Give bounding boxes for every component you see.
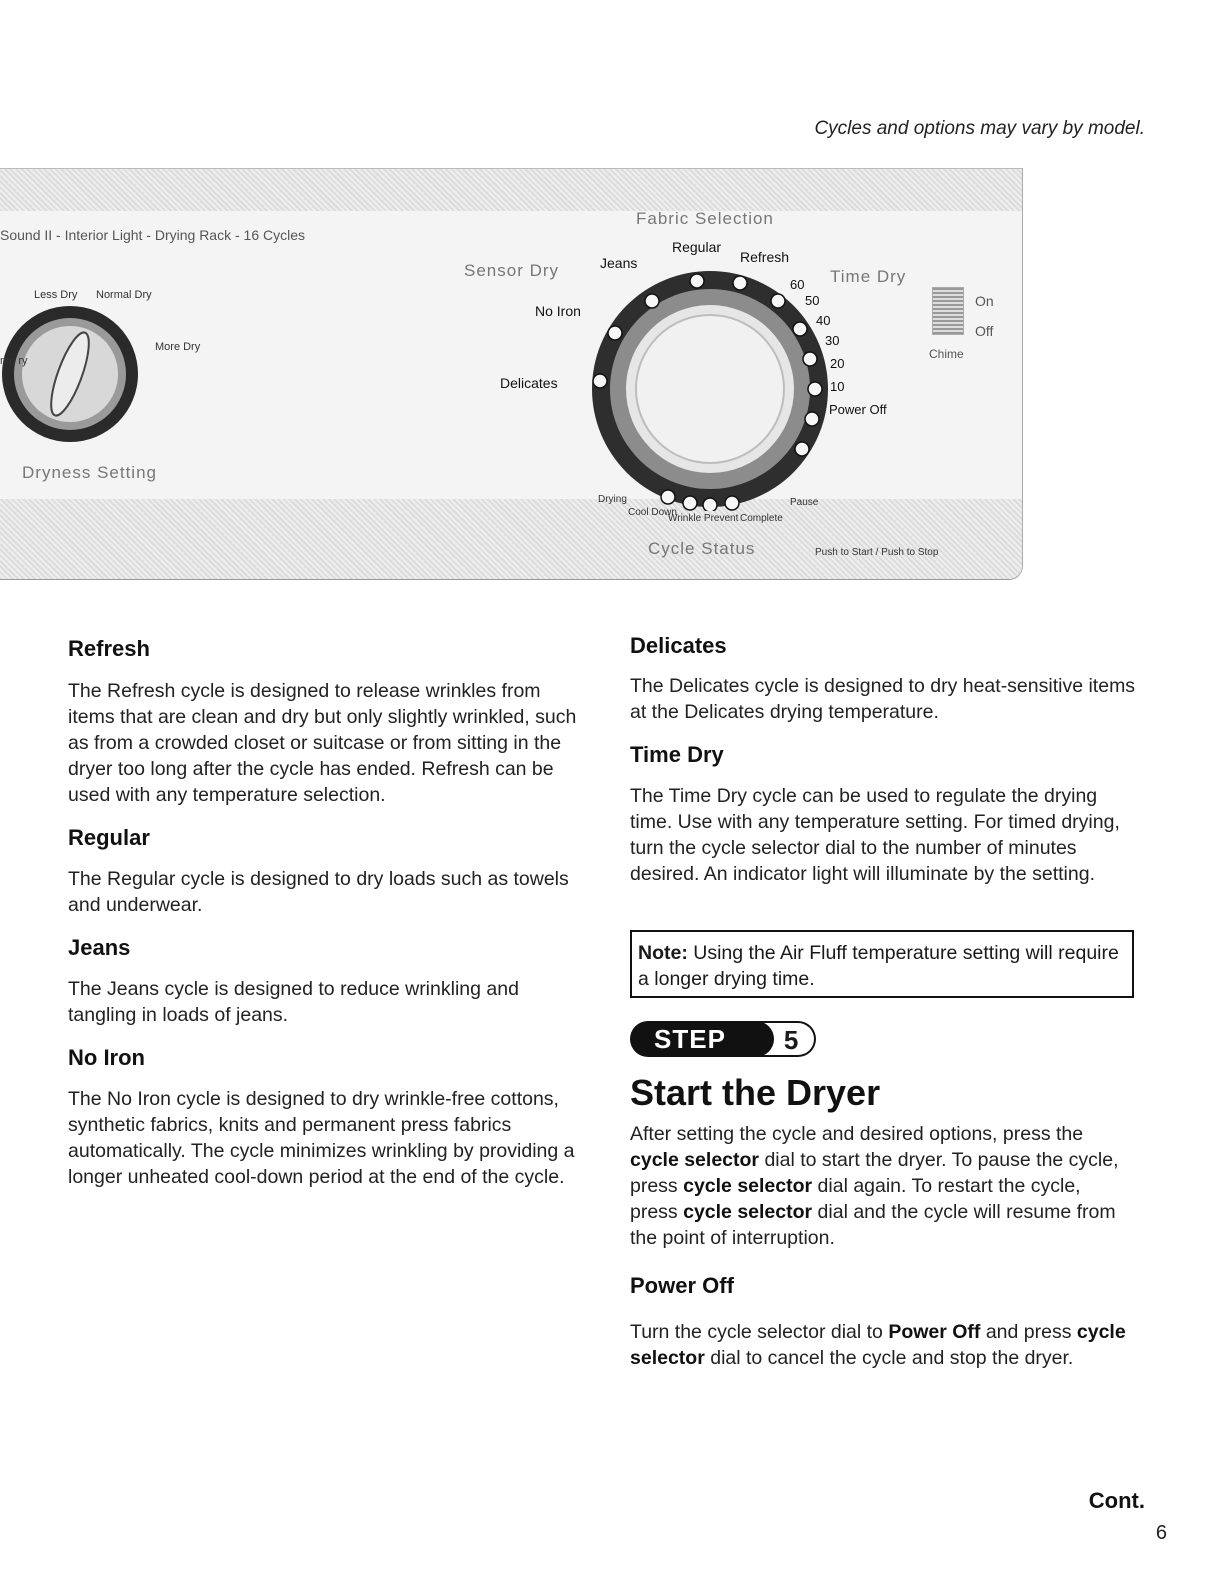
status-cool-down-label: Cool Down (628, 507, 677, 518)
sensor-dry-label: Sensor Dry (464, 261, 560, 280)
cycle-label-no-iron: No Iron (535, 303, 581, 319)
note-text: Using the Air Fluff temperature setting will require a longer drying time. (638, 942, 1119, 990)
less-dry-label: Less Dry (34, 289, 78, 301)
step-label: STEP (630, 1021, 760, 1057)
chime-on-label: On (975, 293, 994, 309)
heading-time-dry: Time Dry (630, 742, 724, 767)
heading-regular: Regular (68, 825, 150, 850)
panel-top-band (0, 169, 1022, 211)
heading-start-the-dryer: Start the Dryer (630, 1072, 881, 1113)
time-dry-text: The Time Dry cycle can be used to regulate the drying time. Use with any temperature setting. For timed drying, turn the cycle selector dial to the number of minutes desired. An indicator light will illuminate by the setting. (630, 785, 1120, 885)
normal-dry-label: Normal Dry (96, 289, 152, 301)
time-20-label: 20 (830, 356, 845, 371)
panel-features-label: Sound II - Interior Light - Drying Rack - 16 Cycles (0, 227, 306, 243)
time-10-label: 10 (830, 379, 845, 394)
note-box (630, 930, 1134, 998)
step-number: 5 (760, 1021, 816, 1057)
step-badge (630, 1021, 816, 1057)
time-40-label: 40 (816, 313, 831, 328)
damp-dry-label: mp ry (0, 355, 28, 367)
delicates-text: The Delicates cycle is designed to dry heat-sensitive items at the Delicates drying temperature. (630, 675, 1136, 723)
chime-switch[interactable] (932, 287, 964, 335)
cycle-selector-term: cycle selector (683, 1175, 813, 1197)
panel-bottom-band (0, 499, 1022, 579)
cycle-label-delicates: Delicates (500, 375, 558, 391)
jeans-text: The Jeans cycle is designed to reduce wrinkling and tangling in loads of jeans. (68, 978, 519, 1026)
heading-jeans: Jeans (68, 935, 131, 960)
fabric-selection-label: Fabric Selection (636, 209, 774, 228)
power-off-term: Power Off (888, 1321, 981, 1343)
heading-power-off: Power Off (630, 1273, 734, 1298)
more-dry-label: More Dry (155, 341, 201, 353)
refresh-text: The Refresh cycle is designed to release wrinkles from items that are clean and dry but only slightly wrinkled, such as from a crowded closet or suitcase or from sitting in the dryer too long after the cycle has ended. Refresh can be used with any temperature selection. (68, 680, 577, 806)
dryness-dial[interactable] (0, 299, 170, 449)
cycle-label-refresh: Refresh (740, 249, 790, 265)
dryness-setting-label: Dryness Setting (22, 463, 157, 482)
cycle-selector-term: cycle selector (630, 1149, 760, 1171)
push-to-start-label: Push to Start / Push to Stop (815, 547, 939, 558)
continued-label: Cont. (1088, 1488, 1145, 1513)
time-60-label: 60 (790, 277, 805, 292)
dryer-control-panel (0, 168, 1023, 580)
status-wrinkle-prevent-label: Wrinkle Prevent (668, 513, 739, 524)
cycle-label-jeans: Jeans (600, 255, 638, 271)
time-50-label: 50 (805, 293, 820, 308)
status-complete-label: Complete (740, 513, 783, 524)
heading-no-iron: No Iron (68, 1045, 145, 1070)
time-dry-label: Time Dry (830, 267, 907, 286)
cycle-selector-dial[interactable] (580, 271, 840, 511)
cycle-label-regular: Regular (672, 239, 722, 255)
chime-off-label: Off (975, 323, 994, 339)
note-label: Note: (638, 942, 688, 964)
regular-text: The Regular cycle is designed to dry loads such as towels and underwear. (68, 868, 569, 916)
page-number: 6 (1155, 1522, 1167, 1544)
model-variation-note: Cycles and options may vary by model. (814, 118, 1145, 139)
no-iron-text: The No Iron cycle is designed to dry wrinkle-free cottons, synthetic fabrics, knits and permanent press fabrics automatically. The cycle minimizes wrinkling by providing a longer unheated cool-down period at the end of the cycle. (68, 1088, 575, 1188)
status-drying-label: Drying (598, 494, 627, 505)
time-30-label: 30 (825, 333, 840, 348)
heading-refresh: Refresh (68, 636, 150, 661)
heading-delicates: Delicates (630, 633, 727, 658)
power-off-text: Turn the cycle selector dial to Power Off and press cycle selector dial to cancel the cycle and stop the dryer. (630, 1321, 1126, 1369)
cycle-status-label: Cycle Status (648, 539, 756, 558)
status-pause-label: Pause (790, 497, 819, 508)
chime-label: Chime (929, 347, 964, 361)
cycle-selector-term: cycle selector (630, 1321, 1126, 1369)
start-dryer-text: After setting the cycle and desired options, press the cycle selector dial to start the dryer. To pause the cycle, press cycle selector dial again. To restart the cycle, press cycle selector dial and the cycle will resume from the point of interruption. (630, 1123, 1119, 1249)
power-off-label: Power Off (829, 402, 887, 417)
cycle-selector-term: cycle selector (683, 1201, 813, 1223)
